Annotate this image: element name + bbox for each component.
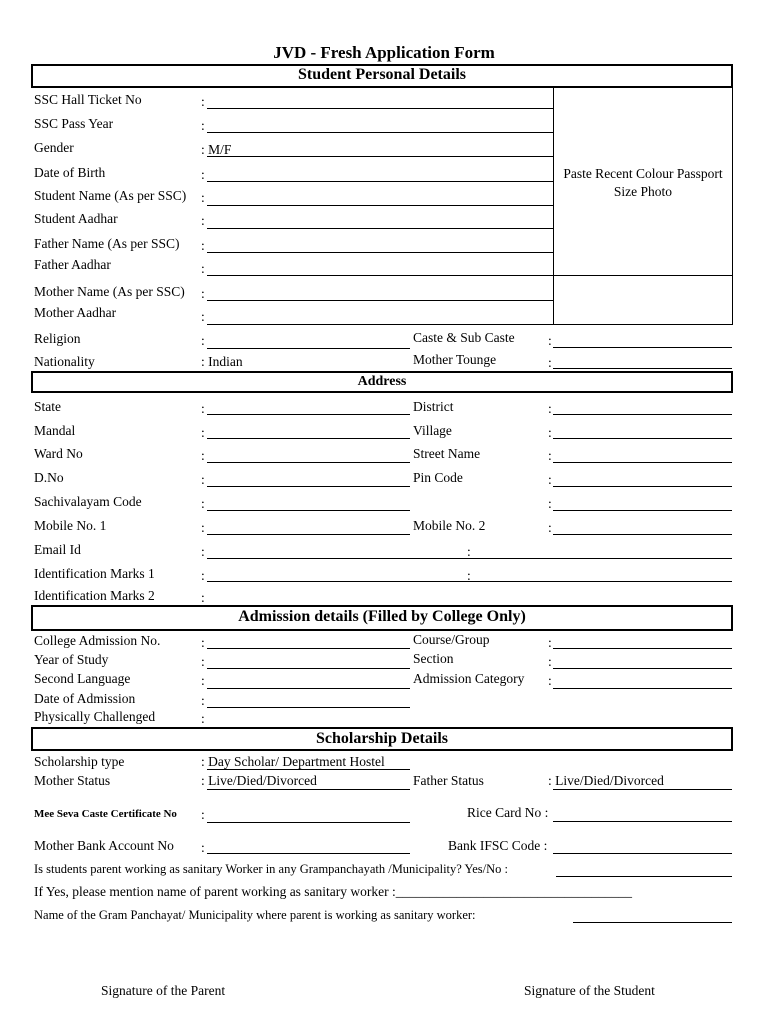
label-id-marks1: Identification Marks 1 xyxy=(34,566,155,581)
colon: : xyxy=(548,654,552,669)
course-field[interactable] xyxy=(553,648,732,649)
form-title: JVD - Fresh Application Form xyxy=(273,43,495,62)
label-mother-status: Mother Status xyxy=(34,773,111,788)
colon: : xyxy=(201,190,205,205)
state-field[interactable] xyxy=(207,414,410,415)
label-dno: D.No xyxy=(34,470,64,485)
panchayat-field[interactable] xyxy=(573,922,732,923)
label-course: Course/Group xyxy=(413,632,490,647)
colon: : xyxy=(201,654,205,669)
label-pin: Pin Code xyxy=(413,470,463,485)
colon: : xyxy=(201,693,205,708)
mother-status-value: : Live/Died/Divorced xyxy=(201,773,317,788)
colon: : xyxy=(201,496,205,511)
label-id-marks2: Identification Marks 2 xyxy=(34,588,155,603)
label-college-no: College Admission No. xyxy=(34,633,161,648)
student-name-field[interactable] xyxy=(207,205,553,206)
mandal-field[interactable] xyxy=(207,438,410,439)
label-sachivalayam: Sachivalayam Code xyxy=(34,494,142,509)
colon: : xyxy=(201,840,205,855)
colon: : xyxy=(201,590,205,605)
extra-field[interactable] xyxy=(553,510,732,511)
colon: : xyxy=(467,568,471,583)
label-category: Admission Category xyxy=(413,671,525,686)
colon: : xyxy=(548,520,552,535)
caste-field[interactable] xyxy=(553,347,732,348)
ssc-hall-ticket-field[interactable] xyxy=(207,108,553,109)
photo-box-lower xyxy=(553,275,733,325)
label-ssc-hall-ticket: SSC Hall Ticket No xyxy=(34,92,142,107)
colon: : xyxy=(548,355,552,370)
scholarship-type-value: : Day Scholar/ Department Hostel xyxy=(201,754,385,769)
father-name-field[interactable] xyxy=(207,252,553,253)
colon: : xyxy=(548,333,552,348)
label-physically: Physically Challenged xyxy=(34,709,156,724)
mobile1-field[interactable] xyxy=(207,534,410,535)
label-mother-name: Mother Name (As per SSC) xyxy=(34,284,185,299)
colon: : xyxy=(201,448,205,463)
colon: : xyxy=(201,309,205,324)
father-status-value: : Live/Died/Divorced xyxy=(548,773,664,788)
father-status-field[interactable] xyxy=(553,789,732,790)
scholarship-type-field[interactable] xyxy=(207,769,410,770)
colon: : xyxy=(548,673,552,688)
label-mobile1: Mobile No. 1 xyxy=(34,518,107,533)
label-nationality: Nationality xyxy=(34,354,95,369)
date-admission-field[interactable] xyxy=(207,707,410,708)
colon: : xyxy=(548,496,552,511)
sanitary-question-field[interactable] xyxy=(556,876,732,877)
nationality-value: : Indian xyxy=(201,354,243,369)
colon: : xyxy=(201,520,205,535)
college-no-field[interactable] xyxy=(207,648,410,649)
label-scholarship-type: Scholarship type xyxy=(34,754,125,769)
mother-aadhar-field[interactable] xyxy=(207,324,553,325)
mother-name-field[interactable] xyxy=(207,300,553,301)
religion-field[interactable] xyxy=(207,348,410,349)
section-title-scholarship: Scholarship Details xyxy=(315,730,448,747)
year-field[interactable] xyxy=(207,668,410,669)
signature-student: Signature of the Student xyxy=(524,983,655,998)
label-mandal: Mandal xyxy=(34,423,76,438)
dno-field[interactable] xyxy=(207,486,410,487)
village-field[interactable] xyxy=(553,438,732,439)
label-sanitary-name: If Yes, please mention name of parent working as sanitary worker :___________________________________ xyxy=(34,884,633,899)
mobile2-field[interactable] xyxy=(553,534,732,535)
email-field[interactable] xyxy=(207,558,732,559)
colon: : xyxy=(201,238,205,253)
label-email: Email Id xyxy=(34,542,81,557)
gender-value: : M/F xyxy=(201,142,232,157)
label-mother-aadhar: Mother Aadhar xyxy=(34,305,117,320)
second-lang-field[interactable] xyxy=(207,688,410,689)
colon: : xyxy=(548,425,552,440)
label-father-status: Father Status xyxy=(413,773,484,788)
colon: : xyxy=(201,635,205,650)
signature-parent: Signature of the Parent xyxy=(101,983,226,998)
label-sanitary-question: Is students parent working as sanitary Worker in any Grampanchayath /Municipality? Yes/No : xyxy=(34,862,509,876)
colon: : xyxy=(548,635,552,650)
district-field[interactable] xyxy=(553,414,732,415)
label-bank-acc: Mother Bank Account No xyxy=(34,838,174,853)
label-meeseva: Mee Seva Caste Certificate No xyxy=(34,808,177,820)
colon: : xyxy=(201,673,205,688)
label-rice-card: Rice Card No : xyxy=(467,805,549,820)
colon: : xyxy=(201,807,205,822)
mother-tongue-field[interactable] xyxy=(553,368,732,369)
colon: : xyxy=(201,544,205,559)
label-panchayat: Name of the Gram Panchayat/ Municipality where parent is working as sanitary worker: xyxy=(34,908,476,922)
gender-field[interactable] xyxy=(207,156,553,157)
colon: : xyxy=(201,118,205,133)
photo-box-line2: Size Photo xyxy=(613,183,673,199)
label-caste: Caste & Sub Caste xyxy=(413,330,515,345)
colon: : xyxy=(201,213,205,228)
bank-acc-field[interactable] xyxy=(207,853,410,854)
label-second-lang: Second Language xyxy=(34,671,131,686)
pin-field[interactable] xyxy=(553,486,732,487)
label-father-aadhar: Father Aadhar xyxy=(34,257,111,272)
street-field[interactable] xyxy=(553,462,732,463)
rice-card-field[interactable] xyxy=(553,821,732,822)
colon: : xyxy=(201,711,205,726)
father-aadhar-field[interactable] xyxy=(207,275,553,276)
colon: : xyxy=(201,167,205,182)
colon: : xyxy=(201,425,205,440)
category-field[interactable] xyxy=(553,688,732,689)
label-student-name: Student Name (As per SSC) xyxy=(34,188,187,203)
section-title-address: Address xyxy=(357,374,407,389)
label-ifsc: Bank IFSC Code : xyxy=(448,838,548,853)
colon: : xyxy=(201,472,205,487)
label-ward: Ward No xyxy=(34,446,83,461)
label-ssc-pass-year: SSC Pass Year xyxy=(34,116,114,131)
sachivalayam-field[interactable] xyxy=(207,510,410,511)
dob-field[interactable] xyxy=(207,181,553,182)
colon: : xyxy=(201,261,205,276)
id-marks1-field[interactable] xyxy=(207,581,732,582)
colon: : xyxy=(548,472,552,487)
label-date-admission: Date of Admission xyxy=(34,691,136,706)
colon: : xyxy=(467,544,471,559)
colon: : xyxy=(548,401,552,416)
label-mother-tongue: Mother Tounge xyxy=(413,352,497,367)
colon: : xyxy=(201,401,205,416)
colon: : xyxy=(548,448,552,463)
label-gender: Gender xyxy=(34,140,74,155)
section-title-admission: Admission details (Filled by College Only) xyxy=(238,608,526,625)
photo-box-line1: Paste Recent Colour Passport xyxy=(563,166,723,181)
label-district: District xyxy=(413,399,454,414)
colon: : xyxy=(201,568,205,583)
label-dob: Date of Birth xyxy=(34,165,106,180)
label-street: Street Name xyxy=(413,446,481,461)
section-title-personal: Student Personal Details xyxy=(298,66,466,83)
meeseva-field[interactable] xyxy=(207,822,410,823)
colon: : xyxy=(201,333,205,348)
ssc-pass-year-field[interactable] xyxy=(207,132,553,133)
mother-status-field[interactable] xyxy=(207,789,410,790)
student-aadhar-field[interactable] xyxy=(207,228,553,229)
label-state: State xyxy=(34,399,61,414)
colon: : xyxy=(201,286,205,301)
label-father-name: Father Name (As per SSC) xyxy=(34,236,180,251)
label-mobile2: Mobile No. 2 xyxy=(413,518,486,533)
ifsc-field[interactable] xyxy=(553,853,732,854)
label-section: Section xyxy=(413,651,454,666)
colon: : xyxy=(201,94,205,109)
label-student-aadhar: Student Aadhar xyxy=(34,211,118,226)
section-field[interactable] xyxy=(553,668,732,669)
label-village: Village xyxy=(413,423,452,438)
label-religion: Religion xyxy=(34,331,81,346)
label-year: Year of Study xyxy=(34,652,109,667)
ward-field[interactable] xyxy=(207,462,410,463)
photo-box[interactable] xyxy=(553,87,733,276)
